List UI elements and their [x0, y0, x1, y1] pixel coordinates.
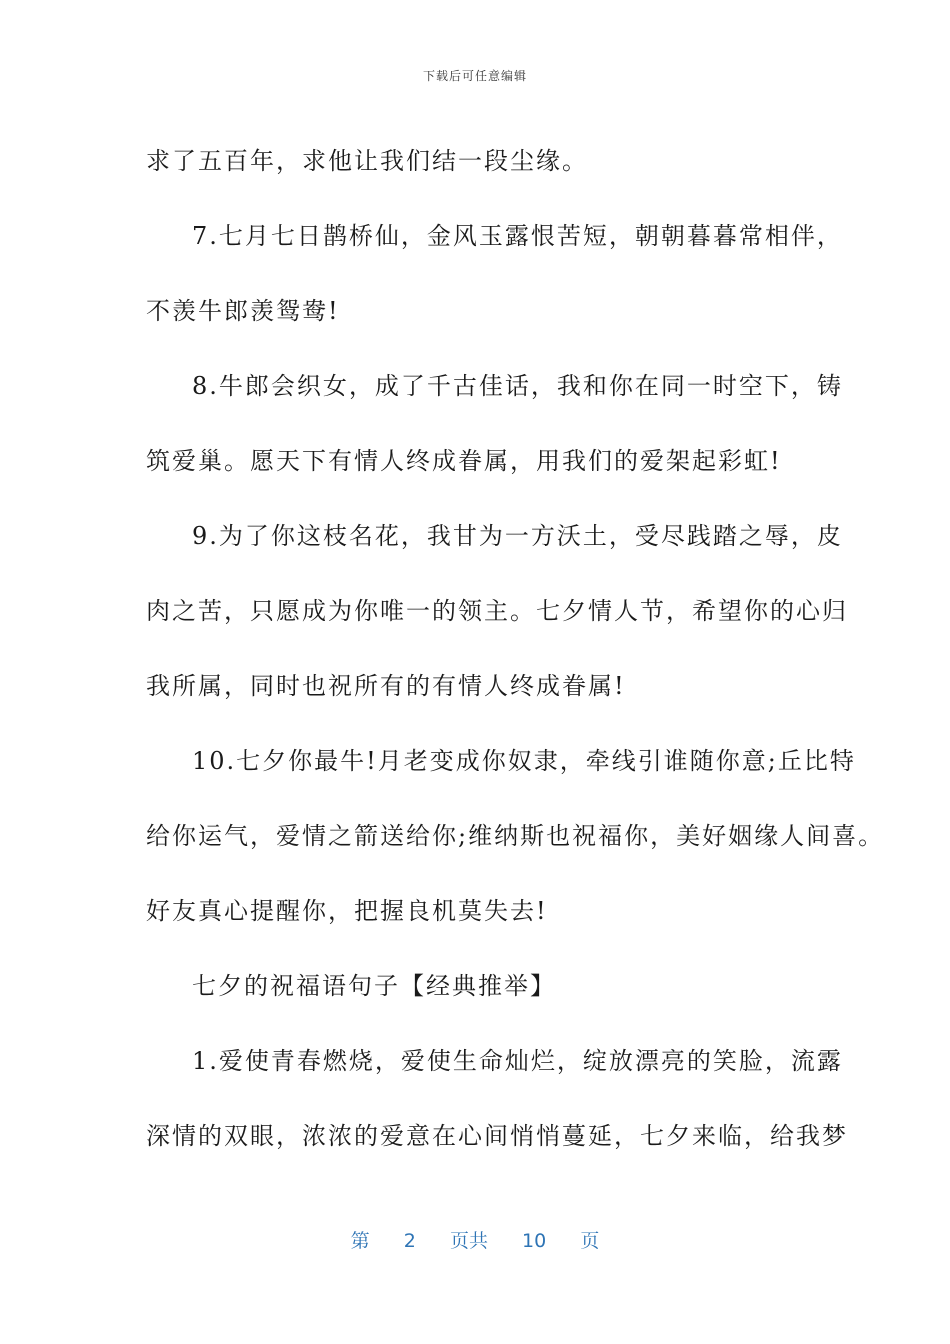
paragraph-line: 1.爱使青春燃烧，爱使生命灿烂，绽放漂亮的笑脸，流露	[192, 1047, 843, 1075]
paragraph-line: 10.七夕你最牛!月老变成你奴隶，牵线引谁随你意;丘比特	[192, 747, 856, 775]
paragraph-line: 9.为了你这枝名花，我甘为一方沃土，受尽践踏之辱，皮	[192, 522, 843, 550]
paragraph-line: 深情的双眼，浓浓的爱意在心间悄悄蔓延，七夕来临，给我梦	[146, 1122, 848, 1150]
paragraph-line: 求了五百年，求他让我们结一段尘缘。	[146, 147, 588, 175]
footer-prefix: 第	[350, 1230, 370, 1252]
paragraph-line: 筑爱巢。愿天下有情人终成眷属，用我们的爱架起彩虹!	[146, 447, 782, 475]
paragraph-line: 肉之苦，只愿成为你唯一的领主。七夕情人节，希望你的心归	[146, 597, 848, 625]
footer-total-pages: 10	[522, 1230, 547, 1252]
paragraph-line: 8.牛郎会织女，成了千古佳话，我和你在同一时空下，铸	[192, 372, 843, 400]
footer-middle: 页共	[449, 1230, 488, 1252]
paragraph-line: 不羡牛郎羡鸳鸯!	[146, 297, 340, 325]
footer-suffix: 页	[580, 1230, 600, 1252]
paragraph-line: 好友真心提醒你，把握良机莫失去!	[146, 897, 548, 925]
footer-page-number: 2	[403, 1230, 416, 1252]
paragraph-line: 给你运气，爱情之箭送给你;维纳斯也祝福你，美好姻缘人间喜。	[146, 822, 885, 850]
document-body	[146, 124, 885, 1174]
paragraph-line: 7.七月七日鹊桥仙，金风玉露恨苦短，朝朝暮暮常相伴，	[192, 222, 843, 250]
header-note: 下载后可任意编辑	[422, 69, 527, 83]
paragraph-line: 我所属，同时也祝所有的有情人终成眷属!	[146, 672, 626, 700]
page-footer	[0, 1226, 950, 1253]
section-heading: 七夕的祝福语句子【经典推举】	[192, 972, 556, 1000]
